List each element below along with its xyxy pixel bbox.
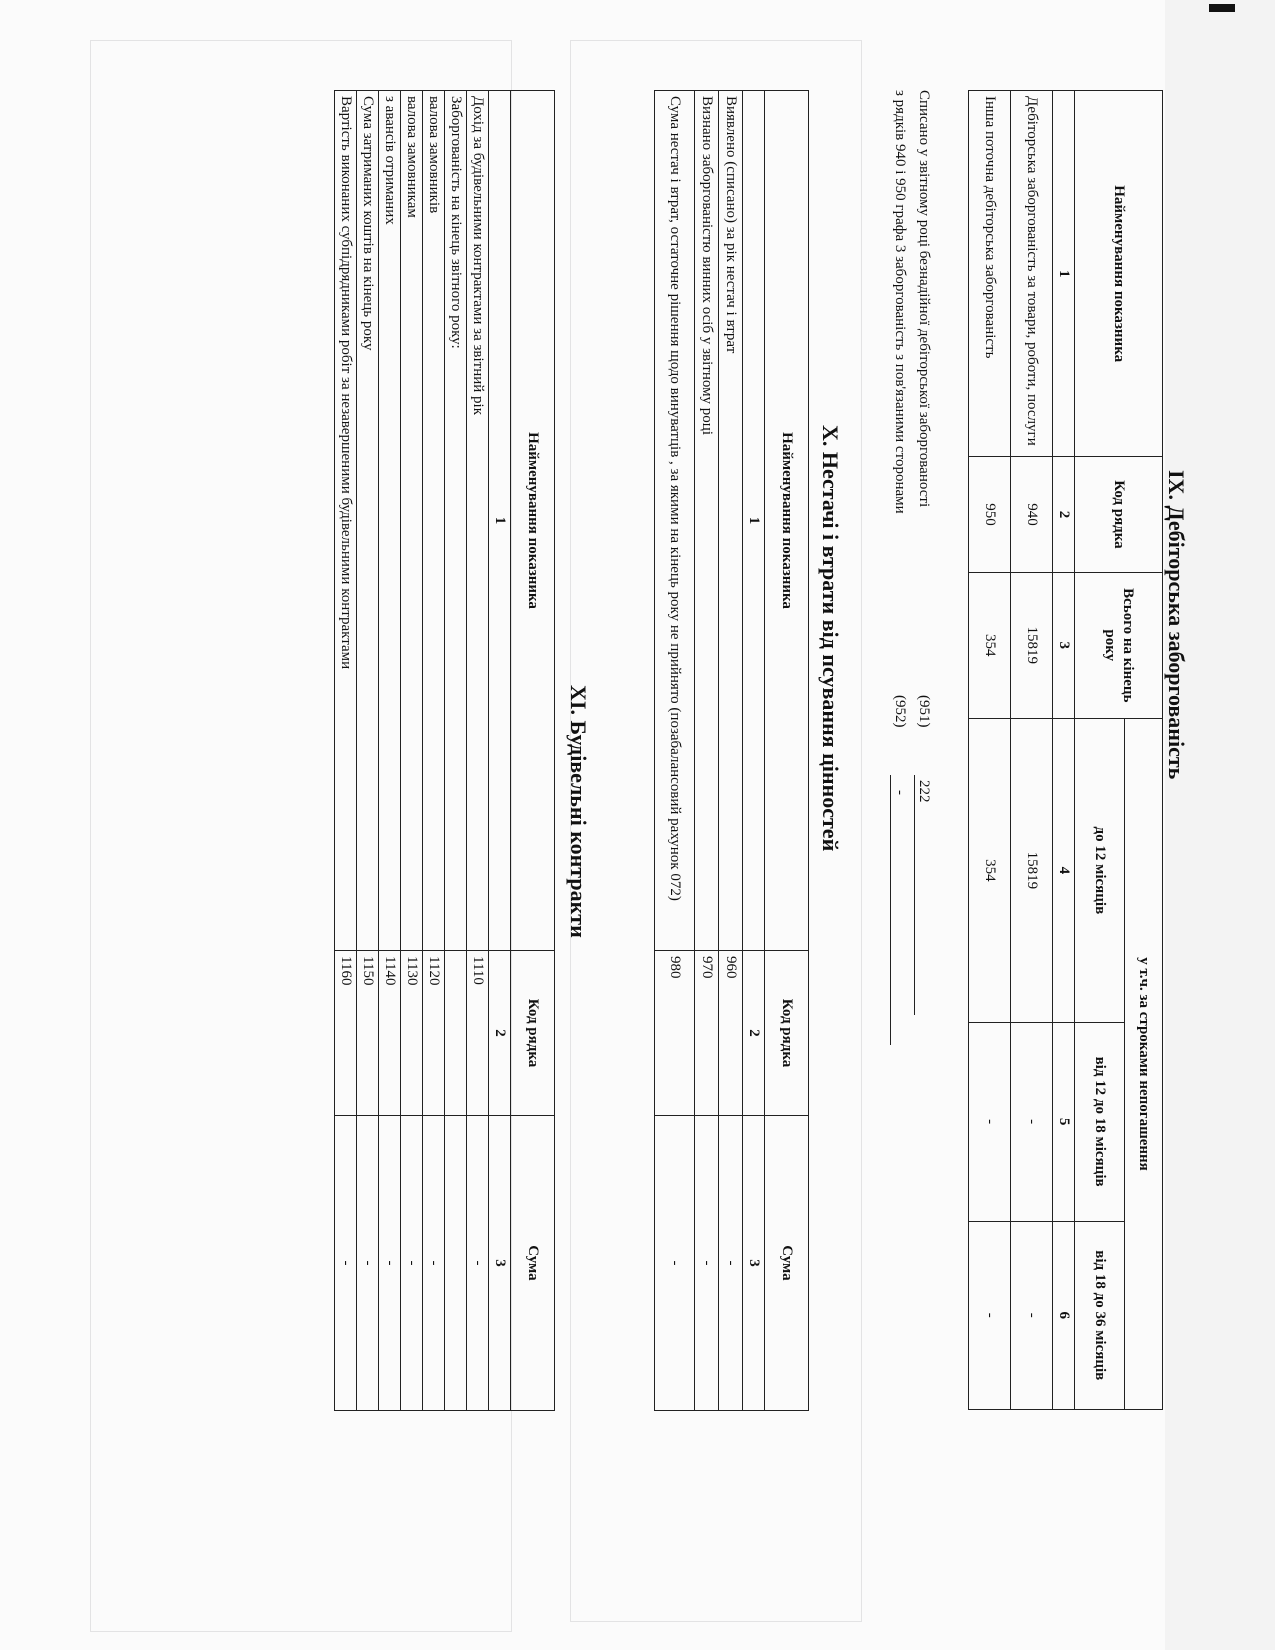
table-row: [357, 91, 379, 1411]
row-name: Визнано заборгованістю винних осіб у звітному році: [695, 91, 719, 951]
header-group: у т.ч. за строками непогашення: [1125, 719, 1163, 1410]
note-related-code: (952): [892, 695, 908, 728]
header-p2: від 12 до 18 місяців: [1075, 1022, 1125, 1221]
row-sum: -: [401, 1116, 423, 1411]
table-row: [1011, 91, 1053, 1410]
construction-table: [334, 90, 555, 1411]
header-code: Код рядка: [765, 951, 809, 1116]
table-row: [423, 91, 445, 1411]
row-code: 970: [695, 951, 719, 1116]
row-p1: 15819: [1011, 719, 1053, 1023]
row-p3: -: [1011, 1221, 1053, 1409]
row-sum: -: [719, 1116, 743, 1411]
row-name: Дебіторська заборгованість за товари, роботи, послуги: [1011, 91, 1053, 457]
row-sum: -: [655, 1116, 695, 1411]
col-number: 5: [1053, 1022, 1075, 1221]
row-name: Заборгованість на кінець звітного року:: [445, 91, 467, 951]
table-row: [467, 91, 489, 1411]
row-sum: -: [467, 1116, 489, 1411]
header-p1: до 12 місяців: [1075, 719, 1125, 1023]
col-number: 1: [489, 91, 511, 951]
shortages-table: [654, 90, 809, 1411]
table-row: [379, 91, 401, 1411]
header-total: Всього на кінець року: [1075, 572, 1163, 719]
table-row: [969, 91, 1011, 1410]
header-name: Найменування показника: [765, 91, 809, 951]
row-code: 1110: [467, 951, 489, 1116]
row-code: 1140: [379, 951, 401, 1116]
table-row: [695, 91, 719, 1411]
row-code: 950: [969, 457, 1011, 572]
row-sum: -: [379, 1116, 401, 1411]
header-name: Найменування показника: [511, 91, 555, 951]
row-p3: -: [969, 1221, 1011, 1409]
note-underline: [890, 775, 891, 1045]
col-number: 6: [1053, 1221, 1075, 1409]
table-row: [335, 91, 357, 1411]
header-p3: від 18 до 36 місяців: [1075, 1221, 1125, 1409]
row-sum: -: [695, 1116, 719, 1411]
table-row: [655, 91, 695, 1411]
note-written-off: Списано у звітному році безнадійної дебіторської заборгованості: [916, 90, 932, 508]
section10-title: X. Нестачі і втрати від псування цінностей: [818, 425, 843, 852]
col-number: 2: [489, 951, 511, 1116]
header-sum: Сума: [511, 1116, 555, 1411]
row-code: 1160: [335, 951, 357, 1116]
col-number: 3: [489, 1116, 511, 1411]
table-row: [401, 91, 423, 1411]
note-related: з рядків 940 і 950 графа 3 заборгованість з пов'язаними сторонами: [892, 90, 908, 514]
row-name: з авансів отриманих: [379, 91, 401, 951]
row-p2: -: [969, 1022, 1011, 1221]
table-row: [719, 91, 743, 1411]
row-total: 354: [969, 572, 1011, 719]
row-name: Дохід за будівельними контрактами за звітний рік: [467, 91, 489, 951]
row-sum: -: [357, 1116, 379, 1411]
row-name: валова замовників: [423, 91, 445, 951]
header-sum: Сума: [765, 1116, 809, 1411]
header-code: Код рядка: [511, 951, 555, 1116]
row-total: 15819: [1011, 572, 1053, 719]
row-name: Сума затриманих коштів на кінець року: [357, 91, 379, 951]
col-number: 3: [1053, 572, 1075, 719]
header-name: Найменування показника: [1075, 91, 1163, 457]
receivables-table: [968, 90, 1163, 1410]
col-number: 3: [743, 1116, 765, 1411]
row-sum: -: [423, 1116, 445, 1411]
row-p2: -: [1011, 1022, 1053, 1221]
note-related-value: -: [892, 790, 908, 795]
row-sum: -: [335, 1116, 357, 1411]
col-number: 4: [1053, 719, 1075, 1023]
row-name: Виявлено (списано) за рік нестач і втрат: [719, 91, 743, 951]
row-code: 940: [1011, 457, 1053, 572]
note-written-off-code: (951): [916, 695, 932, 728]
row-sum: [445, 1116, 467, 1411]
row-p1: 354: [969, 719, 1011, 1023]
row-code: 1130: [401, 951, 423, 1116]
col-number: 2: [743, 951, 765, 1116]
note-underline: [914, 775, 915, 1015]
row-code: 1120: [423, 951, 445, 1116]
section9-title: IX. Дебіторська заборгованість: [1164, 470, 1189, 780]
row-code: 1150: [357, 951, 379, 1116]
row-code: 980: [655, 951, 695, 1116]
col-number: 1: [743, 91, 765, 951]
note-written-off-value: 222: [916, 780, 932, 803]
row-name: Вартість виконаних субпідрядниками робіт за незавершеними будівельними контрактами: [335, 91, 357, 951]
row-code: [445, 951, 467, 1116]
col-number: 2: [1053, 457, 1075, 572]
row-name: валова замовникам: [401, 91, 423, 951]
col-number: 1: [1053, 91, 1075, 457]
row-code: 960: [719, 951, 743, 1116]
section11-title: XI. Будівельні контракти: [566, 685, 591, 938]
row-name: Інша поточна дебіторська заборгованість: [969, 91, 1011, 457]
table-row: [445, 91, 467, 1411]
header-code: Код рядка: [1075, 457, 1163, 572]
row-name: Сума нестач і втрат, остаточне рішення щодо винуватців , за якими на кінець року не прийнято (позабалансовий рахунок 072): [655, 91, 695, 951]
